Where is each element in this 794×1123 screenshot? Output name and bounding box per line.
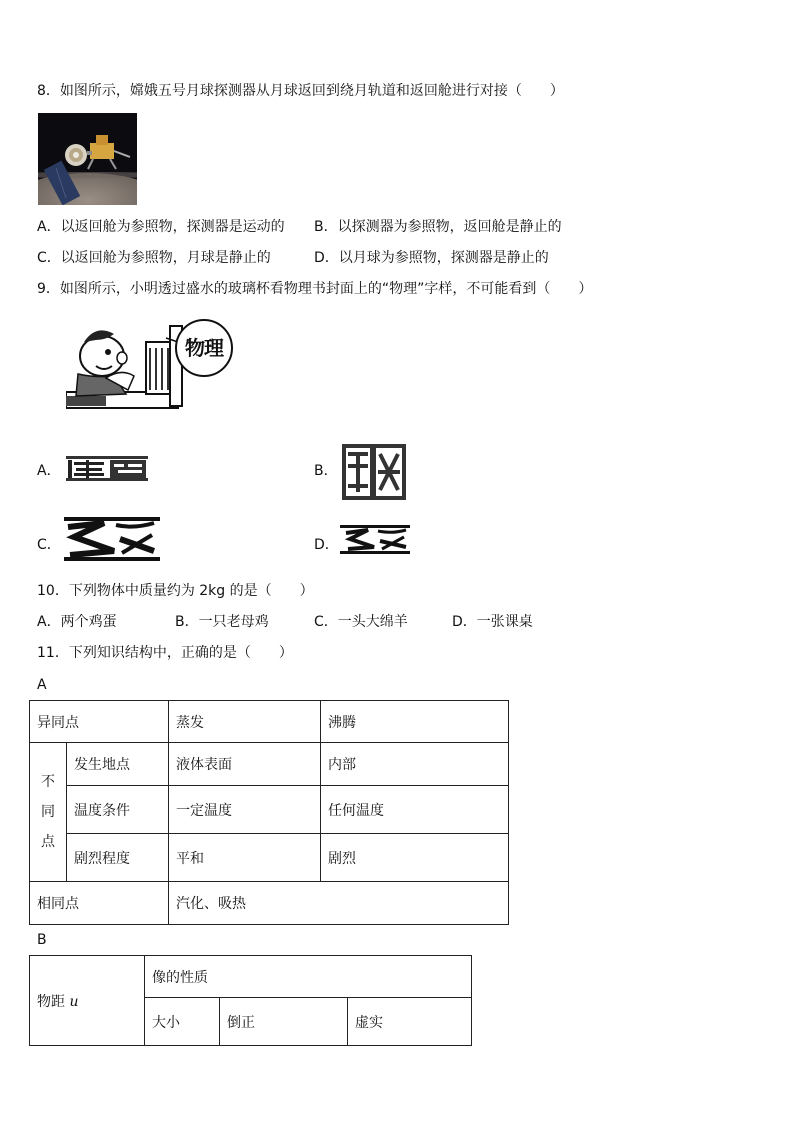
table-row: [30, 786, 509, 834]
table-cell: 相同点: [30, 882, 169, 925]
table-cell: 汽化、吸热: [169, 882, 509, 925]
table-cell: 蒸发: [169, 701, 321, 743]
table-cell: 虚实: [348, 998, 472, 1046]
difference-label-char: 点: [41, 834, 55, 850]
table-cell: 异同点: [30, 701, 169, 743]
table-cell: 像的性质: [145, 956, 472, 998]
difference-label-char: 不: [41, 774, 55, 790]
object-distance-label: 物距: [37, 993, 65, 1010]
table-cell: 任何温度: [321, 786, 509, 834]
evaporation-boiling-table: [29, 700, 509, 925]
q8-option-d: D．以月球为参照物，探测器是静止的: [314, 250, 549, 266]
table-cell: 剧烈程度: [67, 834, 169, 882]
q10-option-b: B．一只老母鸡: [175, 614, 269, 630]
table-cell: 剧烈: [321, 834, 509, 882]
option-b-image: [342, 444, 406, 500]
q10-option-d: D．一张课桌: [452, 614, 533, 630]
lens-image-table: [29, 955, 472, 1046]
boy-looking-through-glass-figure: [66, 318, 238, 410]
q9-stem: 9．如图所示，小明透过盛水的玻璃杯看物理书封面上的“物理”字样，不可能看到（ ）: [37, 281, 593, 297]
difference-label-char: 同: [41, 804, 55, 820]
table-a-common-row: [30, 882, 509, 925]
table-a-header-row: [30, 701, 509, 743]
book-cover-text: 物理: [185, 336, 223, 360]
q9-option-a-label: A．: [37, 463, 61, 479]
q10-stem: 10．下列物体中质量约为 2kg 的是（ ）: [37, 583, 314, 599]
difference-label-cell: [30, 743, 67, 882]
table-cell: 倒正: [220, 998, 348, 1046]
table-cell: 发生地点: [67, 743, 169, 786]
q11-stem: 11．下列知识结构中，正确的是（ ）: [37, 645, 293, 661]
table-cell: 液体表面: [169, 743, 321, 786]
table-cell: 沸腾: [321, 701, 509, 743]
chang-e-5-docking-image: [38, 113, 137, 205]
table-row: [30, 743, 509, 786]
option-c-image: [64, 517, 160, 563]
table-cell: 大小: [145, 998, 220, 1046]
q10-option-c: C．一头大绵羊: [314, 614, 408, 630]
table-cell: 温度条件: [67, 786, 169, 834]
object-distance-variable: u: [69, 993, 79, 1010]
q9-option-b-label: B．: [314, 463, 338, 479]
q8-option-b: B．以探测器为参照物，返回舱是静止的: [314, 219, 562, 235]
q8-stem: 8．如图所示，嫦娥五号月球探测器从月球返回到绕月轨道和返回舱进行对接（ ）: [37, 83, 564, 99]
q8-option-c: C．以返回舱为参照物，月球是静止的: [37, 250, 271, 266]
q11-table-b-label: B: [37, 932, 47, 948]
q9-option-d-label: D．: [314, 537, 339, 553]
option-a-image: [66, 454, 148, 484]
table-b-header-row: [30, 956, 472, 998]
q9-option-c-label: C．: [37, 537, 61, 553]
table-cell: 内部: [321, 743, 509, 786]
q10-option-a: A．两个鸡蛋: [37, 614, 117, 630]
table-cell: 一定温度: [169, 786, 321, 834]
table-cell: 平和: [169, 834, 321, 882]
table-row: [30, 834, 509, 882]
q11-table-a-label: A: [37, 677, 47, 693]
q8-option-a: A．以返回舱为参照物，探测器是运动的: [37, 219, 285, 235]
object-distance-cell: [30, 956, 145, 1046]
option-d-image: [340, 525, 410, 555]
